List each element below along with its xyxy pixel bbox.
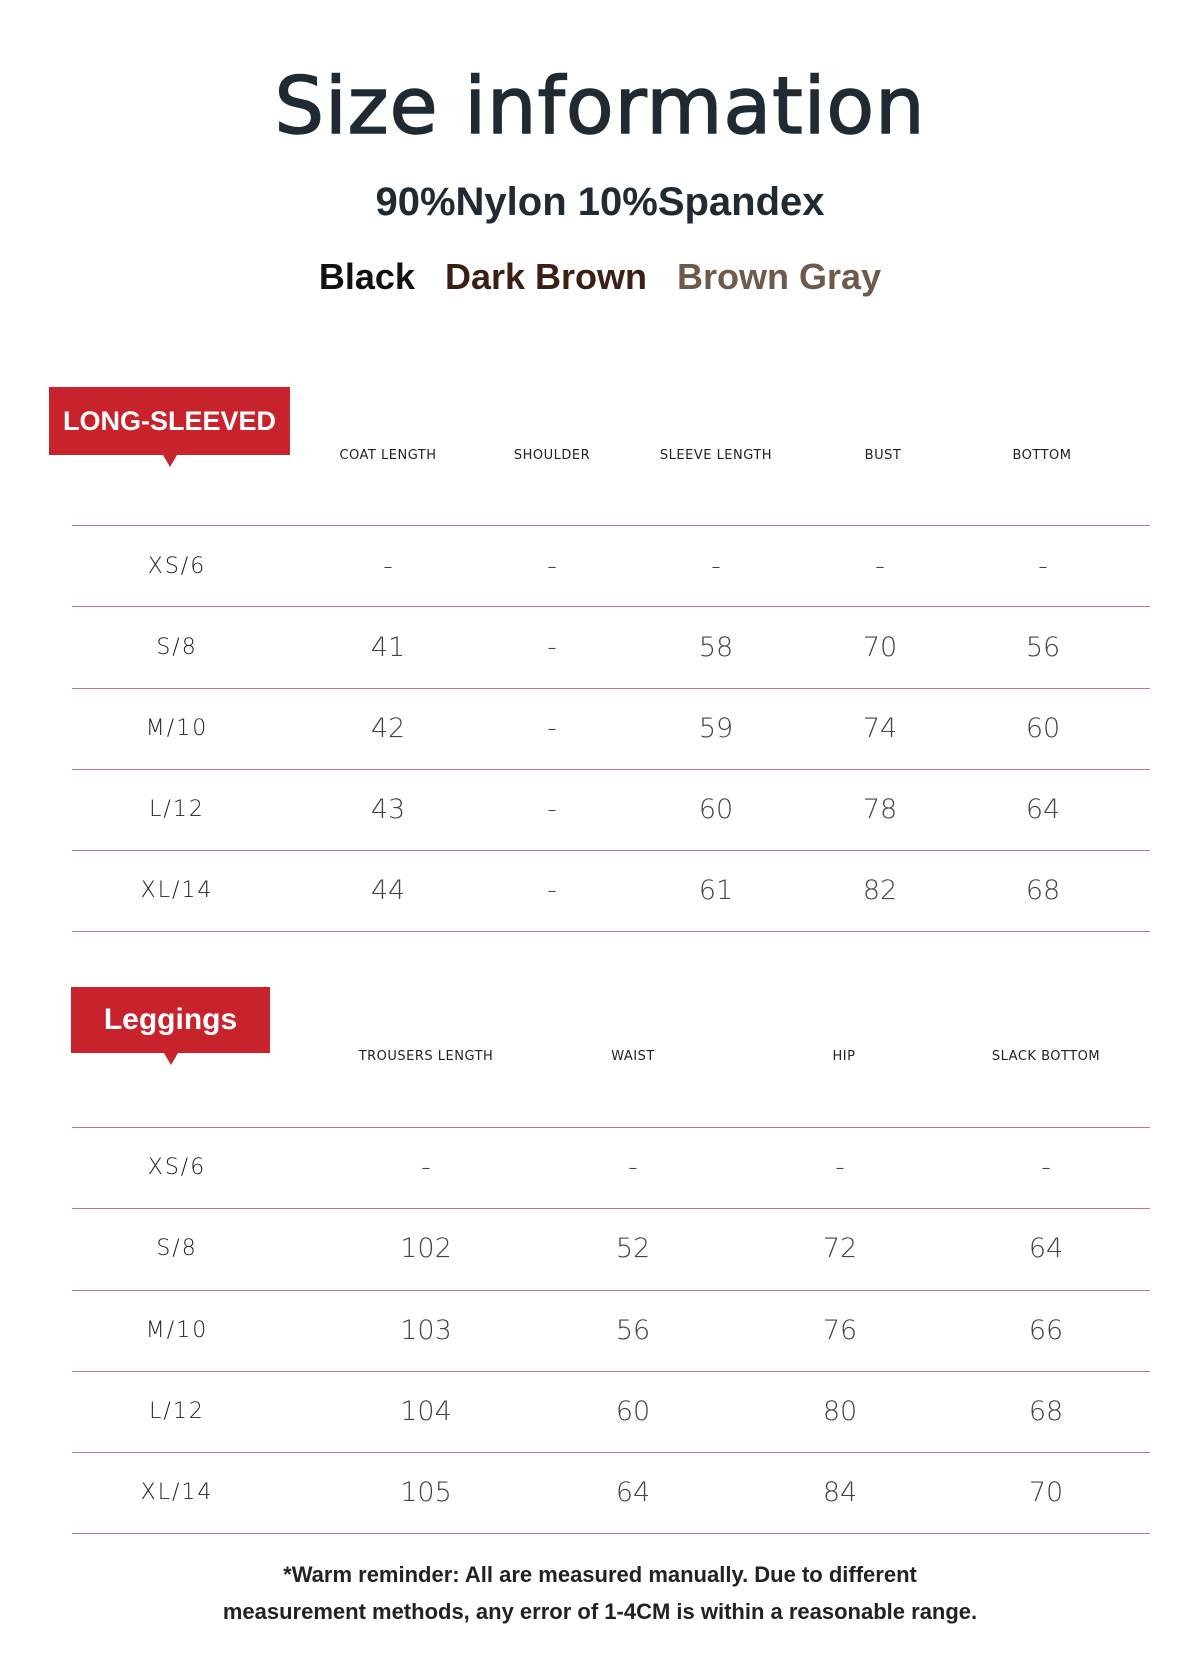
size-label: XS/6 <box>147 1155 207 1180</box>
col-header-waist: WAIST <box>611 1049 655 1064</box>
value-cell: 64 <box>1025 794 1061 825</box>
size-label: XL/14 <box>140 878 214 903</box>
measurement-note <box>0 1556 1200 1630</box>
measurement-note-line-2: measurement methods, any error of 1-4CM is within a reasonable range. <box>222 1599 978 1624</box>
value-cell: 104 <box>400 1396 452 1427</box>
value-cell: 76 <box>822 1315 858 1346</box>
value-cell: 61 <box>698 875 734 906</box>
size-label: XL/14 <box>140 1480 214 1505</box>
color-options <box>0 256 1200 298</box>
value-cell: 103 <box>400 1315 452 1346</box>
size-label: L/12 <box>149 1399 205 1424</box>
col-header-hip: HIP <box>832 1049 856 1064</box>
col-header-coat-length: COAT LENGTH <box>339 448 437 463</box>
value-cell: - <box>1038 551 1048 582</box>
color-brown-gray: Brown Gray <box>677 256 882 297</box>
col-header-bottom: BOTTOM <box>1012 448 1072 463</box>
value-cell: 56 <box>1025 632 1061 663</box>
value-cell: 82 <box>862 875 898 906</box>
size-label: S/8 <box>156 635 198 660</box>
table-divider <box>72 525 1150 526</box>
color-black: Black <box>318 256 415 297</box>
value-cell: - <box>547 551 557 582</box>
value-cell: - <box>547 794 557 825</box>
value-cell: 105 <box>400 1477 452 1508</box>
table-row <box>0 689 1200 769</box>
value-cell: 74 <box>862 713 898 744</box>
color-dark-brown: Dark Brown <box>444 256 648 297</box>
page-title: Size information <box>274 62 926 152</box>
table-divider <box>72 931 1150 932</box>
measurement-note-line-1: *Warm reminder: All are measured manually. Due to different <box>283 1562 917 1587</box>
col-header-trousers-length: TROUSERS LENGTH <box>358 1049 494 1064</box>
col-header-slack-bottom: SLACK BOTTOM <box>991 1049 1101 1064</box>
value-cell: 102 <box>400 1233 452 1264</box>
value-cell: 44 <box>370 875 406 906</box>
size-label: XS/6 <box>147 554 207 579</box>
value-cell: - <box>875 551 885 582</box>
value-cell: 41 <box>370 632 406 663</box>
table-row <box>0 770 1200 850</box>
size-label: M/10 <box>145 716 209 741</box>
table-divider <box>72 1533 1150 1534</box>
col-header-bust: BUST <box>864 448 902 463</box>
col-header-shoulder: SHOULDER <box>513 448 591 463</box>
value-cell: 58 <box>698 632 734 663</box>
value-cell: 60 <box>615 1396 651 1427</box>
value-cell: 64 <box>1028 1233 1064 1264</box>
size-label: L/12 <box>149 797 205 822</box>
value-cell: 60 <box>698 794 734 825</box>
value-cell: 68 <box>1028 1396 1064 1427</box>
table-row <box>0 608 1200 688</box>
value-cell: 43 <box>370 794 406 825</box>
value-cell: - <box>628 1152 638 1183</box>
value-cell: - <box>711 551 721 582</box>
col-header-sleeve-length: SLEEVE LENGTH <box>659 448 773 463</box>
value-cell: 60 <box>1025 713 1061 744</box>
table-row <box>0 527 1200 607</box>
table-row <box>0 851 1200 931</box>
leggings-label: Leggings <box>71 987 270 1053</box>
table-row <box>0 1128 1200 1208</box>
value-cell: 64 <box>615 1477 651 1508</box>
value-cell: - <box>383 551 393 582</box>
size-label: M/10 <box>145 1318 209 1343</box>
material-info: 90%Nylon 10%Spandex <box>375 180 825 224</box>
value-cell: 78 <box>862 794 898 825</box>
value-cell: 52 <box>615 1233 651 1264</box>
value-cell: 80 <box>822 1396 858 1427</box>
long-sleeved-label: LONG-SLEEVED <box>49 387 290 455</box>
value-cell: 68 <box>1025 875 1061 906</box>
value-cell: 42 <box>370 713 406 744</box>
value-cell: 84 <box>822 1477 858 1508</box>
value-cell: 70 <box>862 632 898 663</box>
value-cell: - <box>547 632 557 663</box>
value-cell: - <box>421 1152 431 1183</box>
value-cell: 56 <box>615 1315 651 1346</box>
value-cell: - <box>547 875 557 906</box>
size-label: S/8 <box>156 1236 198 1261</box>
value-cell: - <box>835 1152 845 1183</box>
table-row <box>0 1372 1200 1452</box>
value-cell: 70 <box>1028 1477 1064 1508</box>
value-cell: - <box>1041 1152 1051 1183</box>
value-cell: - <box>547 713 557 744</box>
table-row <box>0 1453 1200 1533</box>
value-cell: 72 <box>822 1233 858 1264</box>
value-cell: 66 <box>1028 1315 1064 1346</box>
value-cell: 59 <box>698 713 734 744</box>
table-row <box>0 1209 1200 1289</box>
table-row <box>0 1291 1200 1371</box>
